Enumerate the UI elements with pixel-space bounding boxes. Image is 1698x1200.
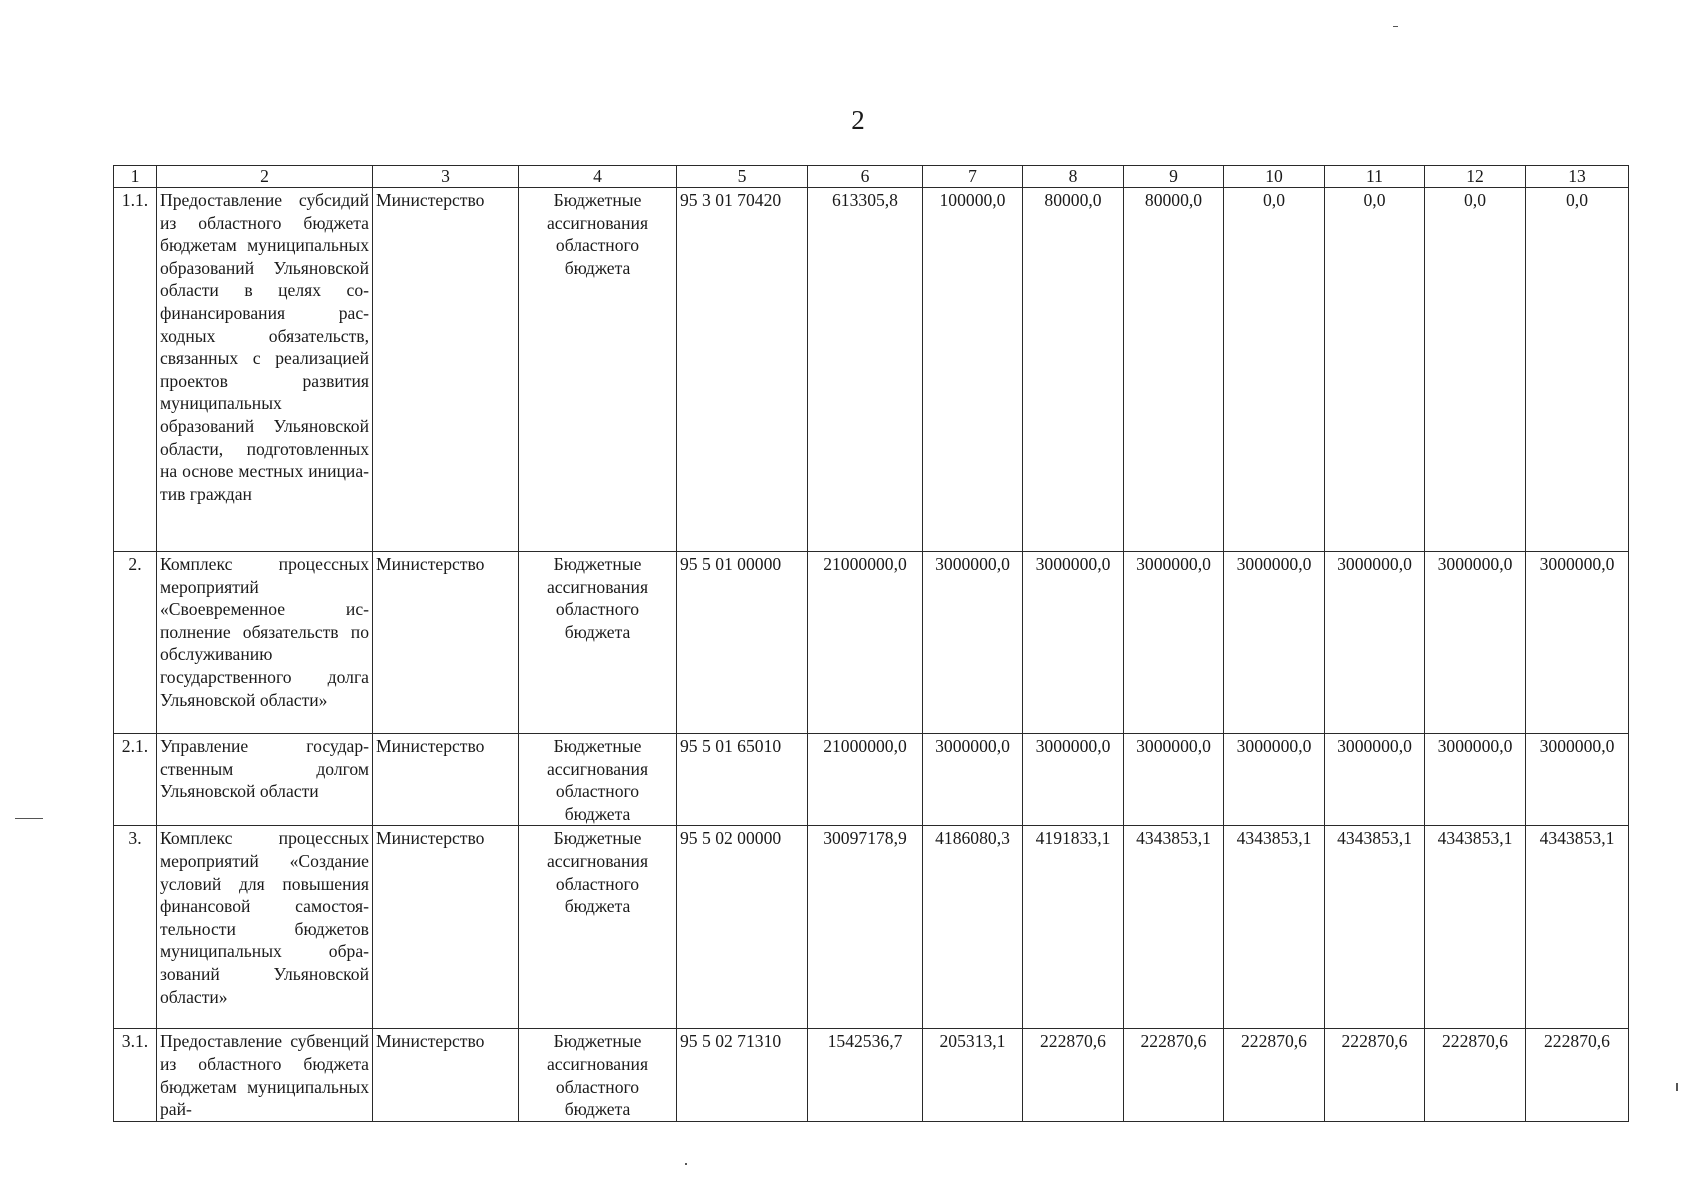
budget-code: 95 5 01 65010 [677, 734, 808, 826]
amount-cell: 3000000,0 [1224, 552, 1325, 734]
amount-cell: 222870,6 [1425, 1029, 1526, 1121]
budget-code: 95 5 01 00000 [677, 552, 808, 734]
amount-cell: 0,0 [1425, 188, 1526, 552]
amount-cell: 80000,0 [1124, 188, 1224, 552]
budget-code: 95 3 01 70420 [677, 188, 808, 552]
amount-cell: 3000000,0 [1124, 734, 1224, 826]
amount-cell: 3000000,0 [1425, 552, 1526, 734]
amount-cell: 4343853,1 [1224, 826, 1325, 1029]
activity-name: Предоставление субсидий из областного бюджета бюджетам муниципальных образований Ульяновской области в целях софинансирования расходных обязательств, связанных с реализацией проектов развития муниципальных образований Ульяновской области, подготовленных на основе местных инициатив граждан [157, 188, 373, 552]
scan-speck [1676, 1083, 1678, 1091]
amount-cell: 3000000,0 [1224, 734, 1325, 826]
amount-cell: 205313,1 [923, 1029, 1023, 1121]
budget-code: 95 5 02 00000 [677, 826, 808, 1029]
table-row [114, 188, 1629, 552]
amount-cell: 3000000,0 [1325, 552, 1425, 734]
amount-cell: 0,0 [1224, 188, 1325, 552]
amount-cell: 3000000,0 [923, 734, 1023, 826]
column-header: 5 [677, 166, 808, 188]
funding-source: Бюджетные ассигнования областного бюджета [519, 552, 677, 734]
column-header: 8 [1023, 166, 1124, 188]
activity-name: Комплекс процессных мероприятий «Создание условий для повышения финансовой самостоятельности бюджетов муниципальных образований Ульяновской области» [157, 826, 373, 1029]
amount-cell: 613305,8 [808, 188, 923, 552]
table-row [114, 826, 1629, 1029]
column-header: 4 [519, 166, 677, 188]
amount-cell: 4343853,1 [1425, 826, 1526, 1029]
column-header: 7 [923, 166, 1023, 188]
amount-cell: 21000000,0 [808, 734, 923, 826]
funding-source: Бюджетные ассигнования областного бюджета [519, 734, 677, 826]
scan-speck [685, 1163, 687, 1165]
column-header: 12 [1425, 166, 1526, 188]
amount-cell: 3000000,0 [1124, 552, 1224, 734]
executor: Министерство [373, 826, 519, 1029]
table-row [114, 552, 1629, 734]
column-header: 1 [114, 166, 157, 188]
funding-source: Бюджетные ассигнования областного бюджета [519, 826, 677, 1029]
page-number: 2 [851, 105, 865, 135]
column-header: 3 [373, 166, 519, 188]
executor: Министерство [373, 188, 519, 552]
amount-cell: 3000000,0 [1325, 734, 1425, 826]
amount-cell: 1542536,7 [808, 1029, 923, 1121]
amount-cell: 222870,6 [1023, 1029, 1124, 1121]
column-header: 13 [1526, 166, 1629, 188]
row-number: 2.1. [114, 734, 157, 826]
column-header: 2 [157, 166, 373, 188]
table-row [114, 734, 1629, 826]
activity-name: Предоставление субвенций из областного бюджета бюджетам муниципальных рай- [157, 1029, 373, 1121]
amount-cell: 4343853,1 [1325, 826, 1425, 1029]
amount-cell: 222870,6 [1124, 1029, 1224, 1121]
column-header: 10 [1224, 166, 1325, 188]
row-number: 2. [114, 552, 157, 734]
activity-name: Комплекс процессных мероприятий «Своевременное исполнение обязательств по обслуживанию государственного долга Ульяновской области» [157, 552, 373, 734]
amount-cell: 80000,0 [1023, 188, 1124, 552]
table-row [114, 1029, 1629, 1121]
amount-cell: 3000000,0 [1526, 734, 1629, 826]
row-number: 3.1. [114, 1029, 157, 1121]
amount-cell: 4186080,3 [923, 826, 1023, 1029]
executor: Министерство [373, 552, 519, 734]
amount-cell: 222870,6 [1526, 1029, 1629, 1121]
scan-speck [1393, 26, 1398, 27]
amount-cell: 3000000,0 [1023, 552, 1124, 734]
activity-name: Управление государственным долгом Ульяновской области [157, 734, 373, 826]
amount-cell: 0,0 [1526, 188, 1629, 552]
amount-cell: 4343853,1 [1124, 826, 1224, 1029]
row-number: 3. [114, 826, 157, 1029]
amount-cell: 4191833,1 [1023, 826, 1124, 1029]
amount-cell: 3000000,0 [1425, 734, 1526, 826]
executor: Министерство [373, 734, 519, 826]
funding-source: Бюджетные ассигнования областного бюджета [519, 1029, 677, 1121]
budget-code: 95 5 02 71310 [677, 1029, 808, 1121]
scan-speck [15, 818, 43, 819]
amount-cell: 3000000,0 [1023, 734, 1124, 826]
executor: Министерство [373, 1029, 519, 1121]
amount-cell: 3000000,0 [923, 552, 1023, 734]
budget-table [113, 165, 1629, 1122]
funding-source: Бюджетные ассигнования областного бюджета [519, 188, 677, 552]
column-header: 9 [1124, 166, 1224, 188]
amount-cell: 4343853,1 [1526, 826, 1629, 1029]
column-header: 6 [808, 166, 923, 188]
amount-cell: 100000,0 [923, 188, 1023, 552]
amount-cell: 222870,6 [1224, 1029, 1325, 1121]
amount-cell: 30097178,9 [808, 826, 923, 1029]
amount-cell: 0,0 [1325, 188, 1425, 552]
amount-cell: 3000000,0 [1526, 552, 1629, 734]
table-body [114, 166, 1629, 1122]
row-number: 1.1. [114, 188, 157, 552]
amount-cell: 222870,6 [1325, 1029, 1425, 1121]
amount-cell: 21000000,0 [808, 552, 923, 734]
column-number-row [114, 166, 1629, 188]
column-header: 11 [1325, 166, 1425, 188]
